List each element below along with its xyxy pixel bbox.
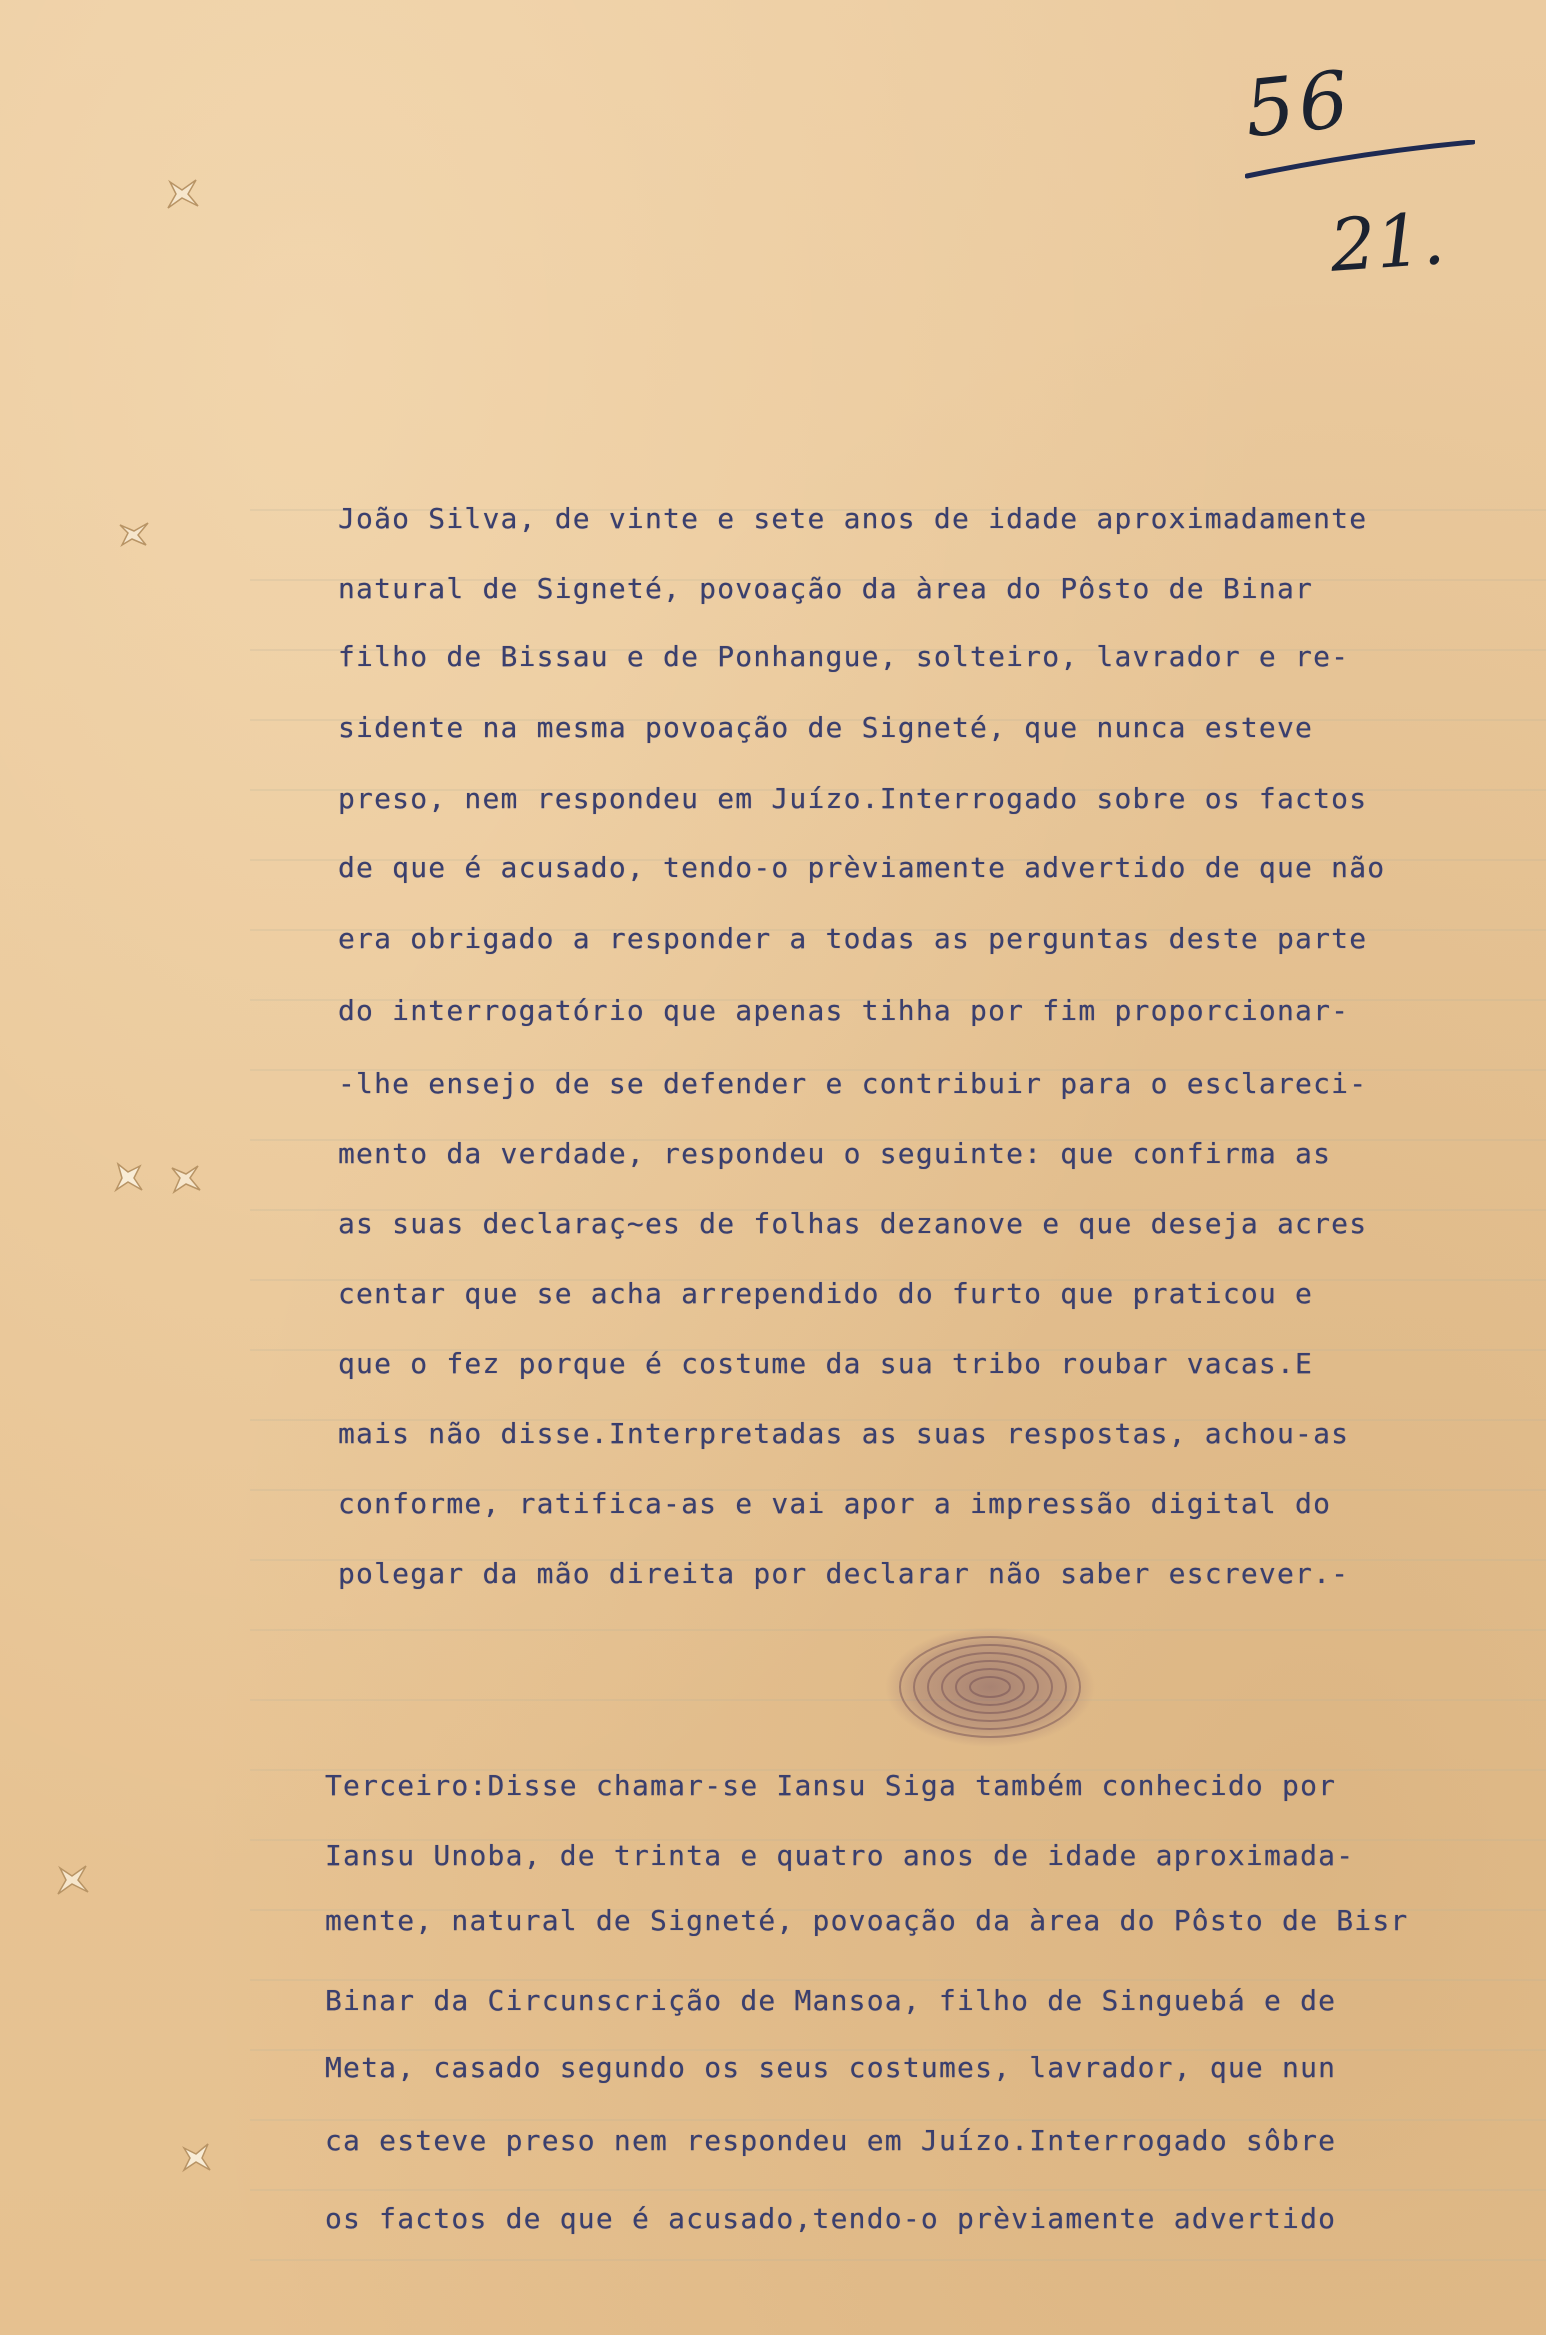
typed-line: centar que se acha arrependido do furto que praticou e: [338, 1277, 1314, 1310]
typed-line: filho de Bissau e de Ponhangue, solteiro, lavrador e re-: [338, 640, 1350, 673]
typed-line: sidente na mesma povoação de Signeté, que nunca esteve: [338, 711, 1314, 744]
punch-hole-icon: [52, 1862, 92, 1896]
typed-line: as suas declaraç~es de folhas dezanove e que deseja acres: [338, 1207, 1368, 1240]
punch-hole-icon: [176, 2140, 216, 2174]
typed-line: natural de Signeté, povoação da àrea do Pôsto de Binar: [338, 572, 1314, 605]
typed-line: preso, nem respondeu em Juízo.Interrogado sobre os factos: [338, 782, 1368, 815]
typed-line: Binar da Circunscrição de Mansoa, filho de Singuebá e de: [325, 1984, 1337, 2017]
typed-line: os factos de que é acusado,tendo-o prèviamente advertido: [325, 2202, 1337, 2235]
typed-line: Terceiro:Disse chamar-se Iansu Siga também conhecido por: [325, 1769, 1337, 1802]
typed-line: -lhe ensejo de se defender e contribuir para o esclareci-: [338, 1067, 1368, 1100]
typed-line: Iansu Unoba, de trinta e quatro anos de idade aproximada-: [325, 1839, 1355, 1872]
typed-line: polegar da mão direita por declarar não saber escrever.-: [338, 1557, 1350, 1590]
typed-line: conforme, ratifica-as e vai apor a impressão digital do: [338, 1487, 1332, 1520]
typed-line: era obrigado a responder a todas as perguntas deste parte: [338, 922, 1368, 955]
folio-number-top: 56: [1240, 54, 1357, 156]
typed-line: que o fez porque é costume da sua tribo roubar vacas.E: [338, 1347, 1314, 1380]
typed-line: mento da verdade, respondeu o seguinte: que confirma as: [338, 1137, 1332, 1170]
thumbprint-icon: [880, 1622, 1100, 1752]
punch-hole-icon: [108, 1160, 148, 1194]
punch-hole-icon: [114, 515, 154, 549]
punch-hole-icon: [166, 1160, 206, 1194]
folio-strike-line: [1245, 140, 1475, 180]
typed-line: de que é acusado, tendo-o prèviamente advertido de que não: [338, 851, 1386, 884]
typed-line: mais não disse.Interpretadas as suas respostas, achou-as: [338, 1417, 1350, 1450]
typed-line: mente, natural de Signeté, povoação da àrea do Pôsto de Bisr: [325, 1904, 1409, 1937]
typed-line: João Silva, de vinte e sete anos de idade aproximadamente: [338, 502, 1368, 535]
folio-number-bottom: 21.: [1327, 196, 1448, 288]
typed-line: do interrogatório que apenas tihha por fim proporcionar-: [338, 994, 1350, 1027]
typed-line: Meta, casado segundo os seus costumes, lavrador, que nun: [325, 2051, 1337, 2084]
punch-hole-icon: [162, 176, 202, 210]
typed-line: ca esteve preso nem respondeu em Juízo.Interrogado sôbre: [325, 2124, 1337, 2157]
